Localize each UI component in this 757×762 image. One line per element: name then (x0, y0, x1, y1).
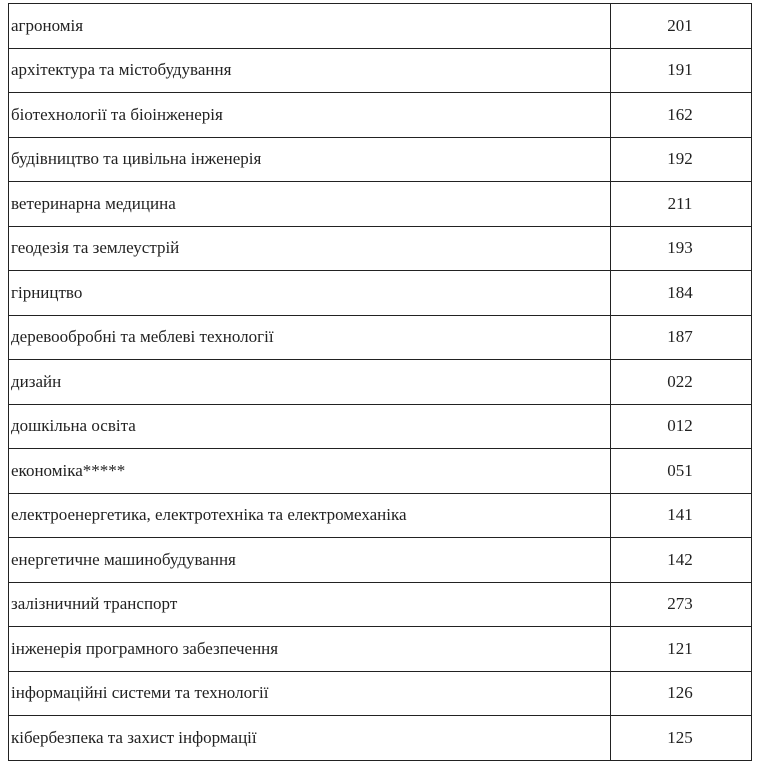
table-row (9, 449, 752, 494)
specialty-name-cell: будівництво та цивільна інженерія (9, 137, 611, 182)
specialty-name-cell: енергетичне машинобудування (9, 538, 611, 583)
table-row (9, 671, 752, 716)
table-row (9, 716, 752, 761)
specialty-code-cell: 201 (611, 4, 752, 49)
specialty-name-cell: геодезія та землеустрій (9, 226, 611, 271)
specialty-code-cell: 051 (611, 449, 752, 494)
specialty-code-cell: 184 (611, 271, 752, 316)
specialties-table-container (8, 3, 752, 761)
specialty-name-cell: електроенергетика, електротехніка та електромеханіка (9, 493, 611, 538)
specialty-name-cell: біотехнології та біоінженерія (9, 93, 611, 138)
specialty-code-cell: 193 (611, 226, 752, 271)
specialty-code-cell: 022 (611, 360, 752, 405)
specialty-code-cell: 162 (611, 93, 752, 138)
table-row (9, 404, 752, 449)
specialty-code-cell: 141 (611, 493, 752, 538)
table-row (9, 493, 752, 538)
specialty-name-cell: архітектура та містобудування (9, 48, 611, 93)
specialty-code-cell: 126 (611, 671, 752, 716)
specialty-code-cell: 187 (611, 315, 752, 360)
specialty-code-cell: 191 (611, 48, 752, 93)
specialty-name-cell: кібербезпека та захист інформації (9, 716, 611, 761)
table-body (9, 4, 752, 761)
table-row (9, 627, 752, 672)
table-row (9, 93, 752, 138)
specialty-name-cell: дошкільна освіта (9, 404, 611, 449)
specialty-name-cell: гірництво (9, 271, 611, 316)
specialty-name-cell: інформаційні системи та технології (9, 671, 611, 716)
specialty-name-cell: економіка***** (9, 449, 611, 494)
table-row (9, 4, 752, 49)
specialty-code-cell: 192 (611, 137, 752, 182)
table-row (9, 48, 752, 93)
specialty-code-cell: 211 (611, 182, 752, 227)
table-row (9, 538, 752, 583)
table-row (9, 315, 752, 360)
specialty-code-cell: 125 (611, 716, 752, 761)
specialty-code-cell: 142 (611, 538, 752, 583)
table-row (9, 182, 752, 227)
specialty-code-cell: 121 (611, 627, 752, 672)
table-row (9, 360, 752, 405)
specialty-name-cell: залізничний транспорт (9, 582, 611, 627)
specialty-code-cell: 012 (611, 404, 752, 449)
table-row (9, 226, 752, 271)
specialty-name-cell: ветеринарна медицина (9, 182, 611, 227)
specialty-name-cell: інженерія програмного забезпечення (9, 627, 611, 672)
specialty-name-cell: агрономія (9, 4, 611, 49)
specialty-code-cell: 273 (611, 582, 752, 627)
specialties-table (8, 3, 752, 761)
specialty-name-cell: дизайн (9, 360, 611, 405)
specialty-name-cell: деревообробні та меблеві технології (9, 315, 611, 360)
table-row (9, 582, 752, 627)
table-row (9, 271, 752, 316)
table-row (9, 137, 752, 182)
